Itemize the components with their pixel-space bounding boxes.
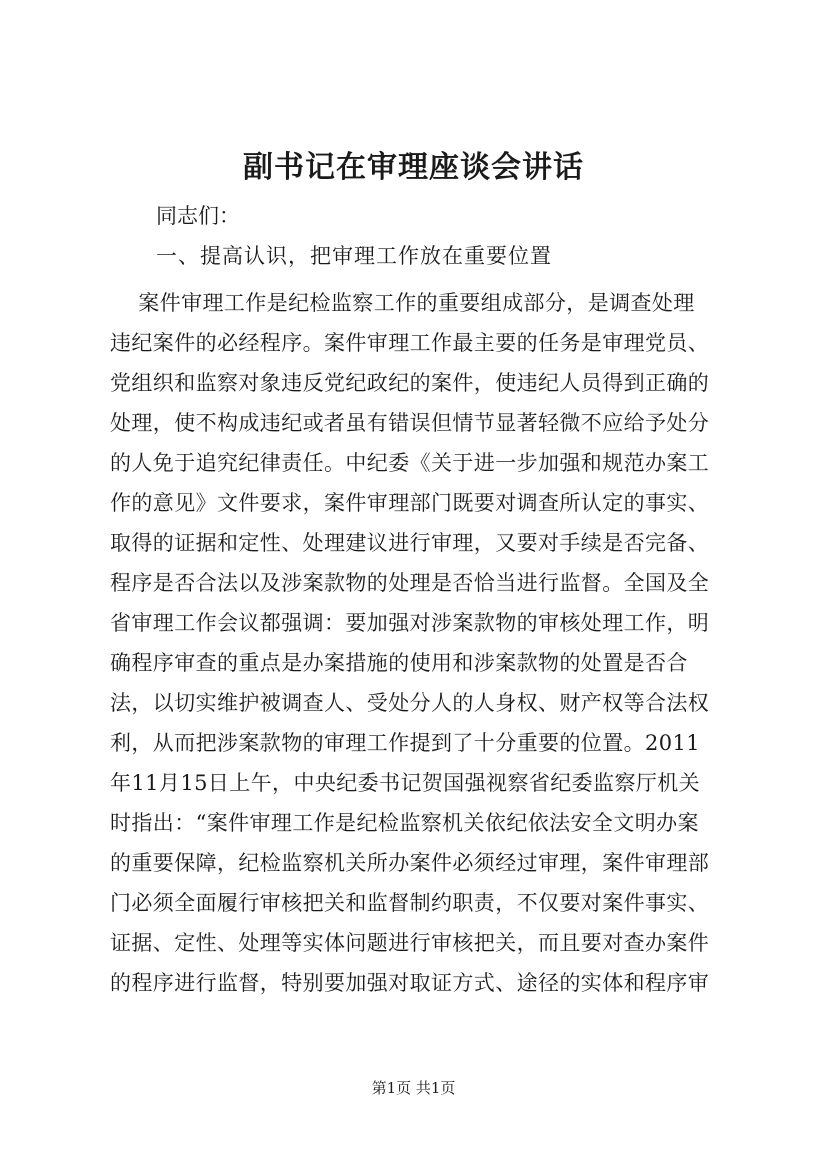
paragraph-line: 取得的证据和定性、处理建议进行审理，又要对手续是否完备、 [110, 531, 710, 555]
paragraph-line: 门必须全面履行审核把关和监督制约职责，不仅要对案件事实、 [110, 891, 710, 915]
paragraph-line: 的人免于追究纪律责任。中纪委《关于进一步加强和规范办案工 [110, 451, 710, 475]
paragraph-line: 处理，使不构成违纪或者虽有错误但情节显著轻微不应给予处分 [110, 411, 710, 435]
section-heading: 一、提高认识，把审理工作放在重要位置 [156, 244, 552, 268]
paragraph-line: 省审理工作会议都强调：要加强对涉案款物的审核处理工作，明 [110, 611, 710, 635]
paragraph-line: 的重要保障，纪检监察机关所办案件必须经过审理，案件审理部 [110, 851, 710, 875]
paragraph-line: 党组织和监察对象违反党纪政纪的案件，使违纪人员得到正确的 [110, 371, 710, 395]
body-paragraph [110, 283, 750, 1003]
paragraph-line: 证据、定性、处理等实体问题进行审核把关，而且要对查办案件 [110, 931, 710, 955]
paragraph-line: 法，以切实维护被调查人、受处分人的人身权、财产权等合法权 [110, 691, 710, 715]
document-title: 副书记在审理座谈会讲话 [243, 150, 584, 185]
paragraph-line: 程序是否合法以及涉案款物的处理是否恰当进行监督。全国及全 [110, 571, 710, 595]
page-number-footer: 第1页 共1页 [371, 1079, 456, 1097]
paragraph-line: 的程序进行监督，特别要加强对取证方式、途径的实体和程序审 [110, 971, 710, 995]
paragraph-line: 确程序审查的重点是办案措施的使用和涉案款物的处置是否合 [110, 651, 688, 675]
paragraph-line: 违纪案件的必经程序。案件审理工作最主要的任务是审理党员、 [110, 331, 710, 355]
paragraph-line: 年11月15日上午，中央纪委书记贺国强视察省纪委监察厅机关 [110, 771, 701, 795]
paragraph-line: 案件审理工作是纪检监察工作的重要组成部分，是调查处理 [110, 291, 695, 315]
paragraph-line: 作的意见》文件要求，案件审理部门既要对调查所认定的事实、 [110, 491, 710, 515]
paragraph-line: 利，从而把涉案款物的审理工作提到了十分重要的位置。2011 [110, 731, 701, 755]
greeting: 同志们： [156, 204, 240, 228]
paragraph-line: 时指出：“案件审理工作是纪检监察机关依纪依法安全文明办案 [110, 811, 699, 835]
